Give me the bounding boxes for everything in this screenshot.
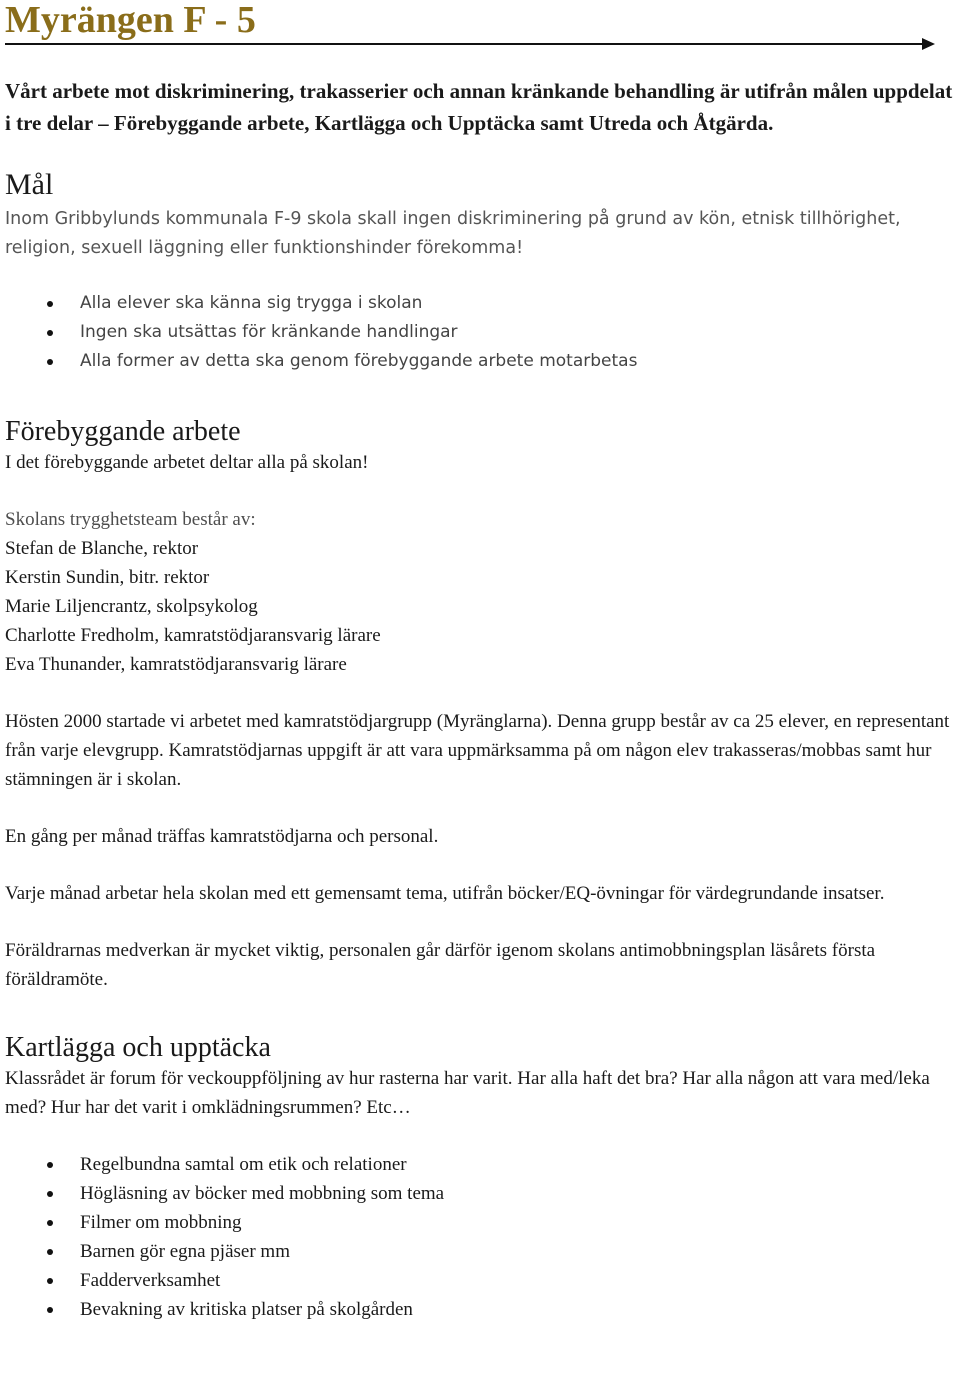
team-member: Marie Liljencrantz, skolpsykolog [5, 596, 258, 617]
forebyggande-paragraph: Varje månad arbetar hela skolan med ett gemensamt tema, utifrån böcker/EQ-övningar för värdegrundande insatser. [5, 883, 885, 904]
forebyggande-paragraph: Hösten 2000 startade vi arbetet med kamratstödjargrupp (Myränglarna). Denna grupp består av ca 25 elever, en representant från varje elevgrupp. Kamratstödjarnas uppgift är att vara uppmärksamma på om någon elev trakasseras/mobbas samt hur stämningen är i skolan. [5, 711, 950, 790]
team-label: Skolans trygghetsteam består av: [5, 509, 256, 530]
forebyggande-lead: I det förebyggande arbetet deltar alla på skolan! [5, 452, 369, 473]
mal-text: Inom Gribbylunds kommunala F-9 skola skall ingen diskriminering på grund av kön, etnisk tillhörighet, religion, sexuell läggning eller funktionshinder förekomma! [5, 209, 901, 258]
list-item: Ingen ska utsättas för kränkande handlingar [5, 318, 955, 347]
forebyggande-paragraph: En gång per månad träffas kamratstödjarna och personal. [5, 826, 439, 847]
section-heading-kartlagga: Kartlägga och upptäcka [5, 1032, 271, 1063]
team-member: Stefan de Blanche, rektor [5, 538, 199, 559]
list-item: Alla former av detta ska genom förebyggande arbete motarbetas [5, 347, 955, 376]
team-member: Kerstin Sundin, bitr. rektor [5, 567, 210, 588]
arrow-icon [922, 38, 935, 50]
list-item: Filmer om mobbning [5, 1208, 955, 1237]
page-title: Myrängen F - 5 [5, 0, 256, 41]
list-item: Fadderverksamhet [5, 1266, 955, 1295]
section-heading-forebyggande: Förebyggande arbete [5, 416, 241, 447]
intro-paragraph: Vårt arbete mot diskriminering, trakasserier och annan kränkande behandling är utifrån målen uppdelat i tre delar – Förebyggande arbete, Kartlägga och Upptäcka samt Utreda och Åtgärda. [5, 79, 953, 135]
list-item: Högläsning av böcker med mobbning som tema [5, 1179, 955, 1208]
list-item: Regelbundna samtal om etik och relationer [5, 1150, 955, 1179]
mal-bullet-list [5, 289, 955, 376]
section-heading-mal: Mål [5, 168, 54, 201]
team-list [5, 534, 955, 679]
kartlagga-bullet-list [5, 1150, 955, 1324]
list-item: Barnen gör egna pjäser mm [5, 1237, 955, 1266]
forebyggande-paragraph: Föräldrarnas medverkan är mycket viktig, personalen går därför igenom skolans antimobbningsplan läsårets första föräldramöte. [5, 940, 876, 990]
team-member: Charlotte Fredholm, kamratstödjaransvarig lärare [5, 625, 381, 646]
list-item: Alla elever ska känna sig trygga i skolan [5, 289, 955, 318]
list-item: Bevakning av kritiska platser på skolgården [5, 1295, 955, 1324]
title-rule [5, 43, 923, 45]
kartlagga-text: Klassrådet är forum för veckouppföljning av hur rasterna har varit. Har alla haft det bra? Har alla någon att vara med/leka med? Hur har det varit i omklädningsrummen? Etc… [5, 1068, 930, 1118]
document-page [5, 0, 955, 1324]
team-member: Eva Thunander, kamratstödjaransvarig lärare [5, 654, 347, 675]
